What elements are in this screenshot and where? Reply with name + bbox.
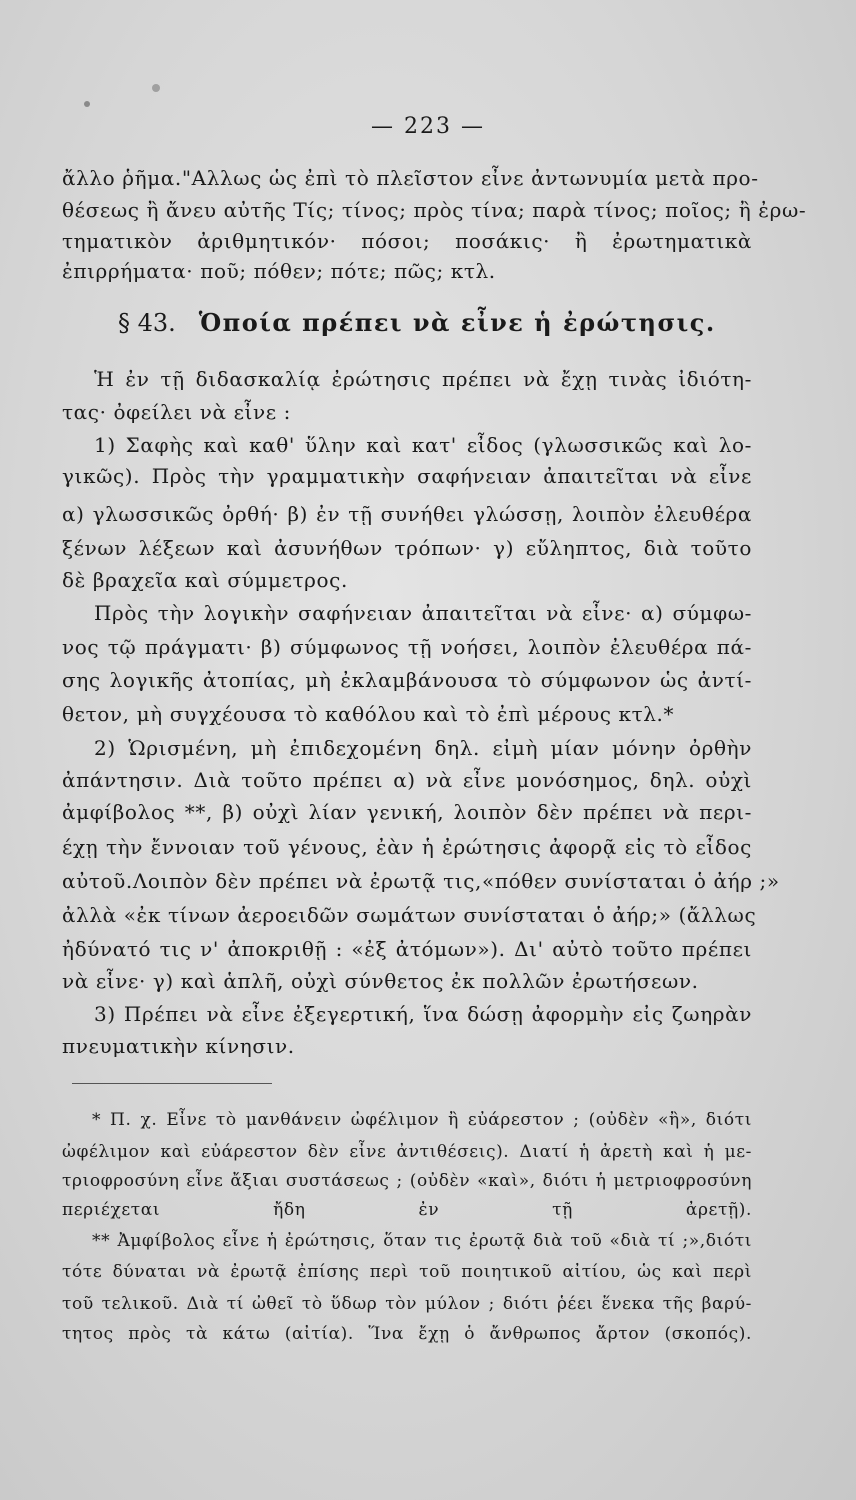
section-line: ἀμφίβολος **, β) οὐχὶ λίαν γενική, λοιπὸν δὲν πρέπει νὰ περι- — [62, 800, 752, 824]
footnote-line: * Π. χ. Εἶνε τὸ μανθάνειν ὠφέλιμον ἢ εὐάρεστον ; (οὐδὲν «ἢ», διότι — [92, 1110, 752, 1130]
body-line: τηματικὸν ἀριθμητικόν· πόσοι; ποσάκις· ἢ ἐρωτηματικὰ — [62, 229, 752, 253]
body-line: θέσεως ἢ ἄνευ αὐτῆς Τίς; τίνος; πρὸς τίνα; παρὰ τίνος; ποῖος; ἢ ἐρω- — [62, 198, 807, 222]
section-line: γικῶς). Πρὸς τὴν γραμματικὴν σαφήνειαν ἀπαιτεῖται νὰ εἶνε — [62, 464, 752, 488]
section-line: 3) Πρέπει νὰ εἶνε ἐξεγερτική, ἵνα δώσῃ ἀφορμὴν εἰς ζωηρὰν — [94, 1002, 752, 1026]
body-line: ἄλλο ῥῆμα."Αλλως ὡς ἐπὶ τὸ πλεῖστον εἶνε ἀντωνυμία μετὰ προ- — [62, 166, 759, 190]
page-number: — 223 — — [371, 114, 485, 139]
section-line: Ἡ ἐν τῇ διδασκαλίᾳ ἐρώτησις πρέπει νὰ ἔχῃ τινὰς ἰδιότη- — [94, 367, 752, 391]
section-line: έχῃ τὴν ἔννοιαν τοῦ γένους, ἐὰν ἡ ἐρώτησις ἀφορᾷ εἰς τὸ εἶδος — [62, 835, 752, 859]
section-line: Πρὸς τὴν λογικὴν σαφήνειαν ἀπαιτεῖται νὰ εἶνε· α) σύμφω- — [94, 601, 752, 625]
section-line: πνευματικὴν κίνησιν. — [62, 1034, 295, 1058]
footnote-line: ὠφέλιμον καὶ εὐάρεστον δὲν εἶνε ἀντιθέσεις). Διατί ἡ ἀρετὴ καὶ ἡ με- — [62, 1142, 752, 1162]
section-line: αὐτοῦ.Λοιπὸν δὲν πρέπει νὰ ἐρωτᾷ τις,«πόθεν συνίσταται ὁ ἀήρ ;» — [62, 869, 780, 893]
footnote-line: τότε δύναται νὰ ἐρωτᾷ ἐπίσης περὶ τοῦ ποιητικοῦ αἰτίου, ὡς καὶ περὶ — [62, 1262, 752, 1282]
section-line: νος τῷ πράγματι· β) σύμφωνος τῇ νοήσει, λοιπὸν ἐλευθέρα πά- — [62, 635, 752, 659]
section-line: δὲ βραχεῖα καὶ σύμμετρος. — [62, 568, 348, 592]
section-line: 1) Σαφὴς καὶ καθ' ὕλην καὶ κατ' εἶδος (γλωσσικῶς καὶ λο- — [94, 433, 752, 457]
section-title: Ὁποία πρέπει νὰ εἶνε ἡ ἐρώτησις. — [198, 308, 716, 337]
footnote-line: περιέχεται ἤδη ἐν τῇ ἀρετῇ). — [62, 1200, 752, 1220]
paper-speck — [152, 84, 160, 92]
section-line: ξένων λέξεων καὶ ἀσυνήθων τρόπων· γ) εὔληπτος, διὰ τοῦτο — [62, 536, 752, 560]
body-line: ἐπιρρήματα· ποῦ; πόθεν; πότε; πῶς; κτλ. — [62, 259, 496, 283]
footnote-line: ** Ἀμφίβολος εἶνε ἡ ἐρώτησις, ὅταν τις ἐρωτᾷ διὰ τοῦ «διὰ τί ;»,διότι — [92, 1231, 752, 1251]
section-line: θετον, μὴ συγχέουσα τὸ καθόλου καὶ τὸ ἐπὶ μέρους κτλ.* — [62, 702, 675, 726]
footnote-line: τριοφροσύνη εἶνε ἄξιαι συστάσεως ; (οὐδὲν «καὶ», διότι ἡ μετριοφροσύνη — [62, 1171, 752, 1191]
section-number: § 43. — [118, 309, 176, 337]
footnote-line: τοῦ τελικοῦ. Διὰ τί ὠθεῖ τὸ ὕδωρ τὸν μύλον ; διότι ῥέει ἕνεκα τῆς βαρύ- — [62, 1294, 752, 1314]
section-line: ἠδύνατό τις ν' ἀποκριθῇ : «ἐξ ἀτόμων»). Δι' αὐτὸ τοῦτο πρέπει — [62, 937, 752, 961]
section-heading — [118, 308, 716, 337]
section-line: ἀλλὰ «ἐκ τίνων ἀεροειδῶν σωμάτων συνίσταται ὁ ἀήρ;» (ἄλλως — [62, 903, 757, 927]
footnote-rule — [72, 1083, 272, 1084]
section-line: 2) Ὡρισμένη, μὴ ἐπιδεχομένη δηλ. εἰμὴ μίαν μόνην ὀρθὴν — [94, 736, 752, 760]
section-line: νὰ εἶνε· γ) καὶ ἁπλῆ, οὐχὶ σύνθετος ἐκ πολλῶν ἐρωτήσεων. — [62, 969, 699, 993]
section-line: ἀπάντησιν. Διὰ τοῦτο πρέπει α) νὰ εἶνε μονόσημος, δηλ. οὐχὶ — [62, 768, 752, 792]
footnote-line: τητος πρὸς τὰ κάτω (αἰτία). Ἵνα ἔχῃ ὁ ἄνθρωπος ἄρτον (σκοπός). — [62, 1324, 752, 1344]
paper-speck — [84, 101, 90, 107]
section-line: α) γλωσσικῶς ὀρθή· β) ἐν τῇ συνήθει γλώσσῃ, λοιπὸν ἐλευθέρα — [62, 502, 752, 526]
section-line: σης λογικῆς ἀτοπίας, μὴ ἐκλαμβάνουσα τὸ σύμφωνον ὡς ἀντί- — [62, 668, 752, 692]
section-line: τας· ὀφείλει νὰ εἶνε : — [62, 400, 292, 424]
